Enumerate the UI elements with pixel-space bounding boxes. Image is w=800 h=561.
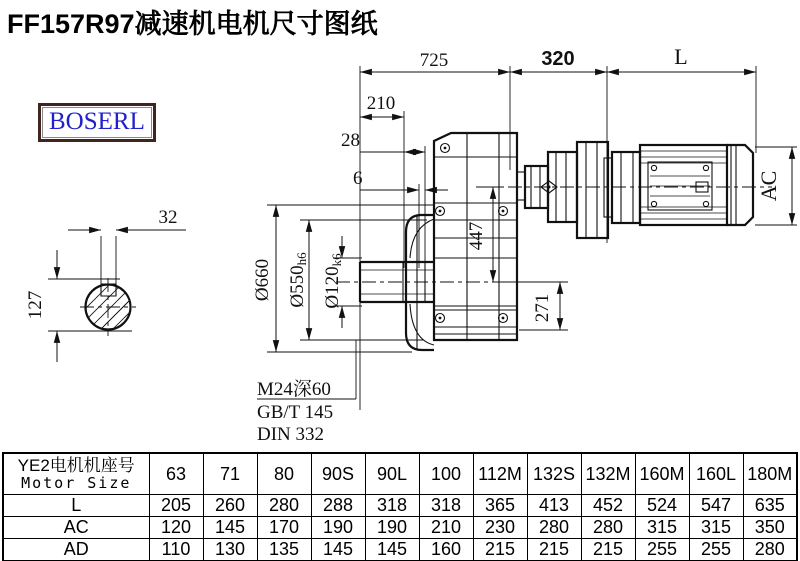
dim-dia660-label: Ø660 xyxy=(252,258,273,302)
col-header: 63 xyxy=(149,453,203,495)
cell: 280 xyxy=(743,539,797,561)
cell: 315 xyxy=(635,517,689,539)
col-header: 132M xyxy=(581,453,635,495)
dim-L-label: L xyxy=(674,44,688,69)
cell: 145 xyxy=(203,517,257,539)
page-title: FF157R97减速机电机尺寸图纸 xyxy=(7,9,378,39)
col-header: 160L xyxy=(689,453,743,495)
cell: 452 xyxy=(581,495,635,517)
motor-size-header-cell xyxy=(3,453,149,495)
table-header-row xyxy=(3,453,797,495)
col-header: 132S xyxy=(527,453,581,495)
brand-logo xyxy=(38,103,156,142)
cell: 255 xyxy=(635,539,689,561)
cell: 260 xyxy=(203,495,257,517)
cell: 205 xyxy=(149,495,203,517)
cell: 288 xyxy=(311,495,365,517)
cell: 635 xyxy=(743,495,797,517)
dim-dia550-label: Ø550h6 xyxy=(287,252,309,308)
cell: 230 xyxy=(473,517,527,539)
cell: 280 xyxy=(527,517,581,539)
cell: 318 xyxy=(419,495,473,517)
cell: 110 xyxy=(149,539,203,561)
col-header: 160M xyxy=(635,453,689,495)
brand-logo-text: BOSERL xyxy=(42,107,152,138)
cell: 135 xyxy=(257,539,311,561)
dim-447-label: 447 xyxy=(466,221,487,251)
cell: 210 xyxy=(419,517,473,539)
cell: 215 xyxy=(581,539,635,561)
dim-320-label: 320 xyxy=(541,48,575,70)
cell: 170 xyxy=(257,517,311,539)
col-header: 71 xyxy=(203,453,257,495)
cell: 190 xyxy=(365,517,419,539)
table-row-L xyxy=(3,495,797,517)
output-flange-bell xyxy=(406,215,434,350)
dim-210-label: 210 xyxy=(366,93,396,114)
cell: 160 xyxy=(419,539,473,561)
cell: 120 xyxy=(149,517,203,539)
cell: 255 xyxy=(689,539,743,561)
cell: 145 xyxy=(365,539,419,561)
note-thread: M24深60 xyxy=(257,379,331,400)
col-header: 90L xyxy=(365,453,419,495)
cell: 215 xyxy=(473,539,527,561)
header-cn: YE2电机机座号 xyxy=(17,456,135,475)
table-row-AC xyxy=(3,517,797,539)
col-header: 100 xyxy=(419,453,473,495)
cell: 315 xyxy=(689,517,743,539)
col-header: 112M xyxy=(473,453,527,495)
table-row-AD xyxy=(3,539,797,561)
row-label: AD xyxy=(3,539,149,561)
dim-6-label: 6 xyxy=(353,168,363,189)
cell: 280 xyxy=(257,495,311,517)
motor-size-table xyxy=(2,452,798,561)
cell: 413 xyxy=(527,495,581,517)
cell: 547 xyxy=(689,495,743,517)
input-adapter xyxy=(517,142,608,238)
cell: 350 xyxy=(743,517,797,539)
section-hatching xyxy=(35,274,156,347)
note-standard-din: DIN 332 xyxy=(257,424,325,445)
dim-271-label: 271 xyxy=(532,293,553,323)
cell: 190 xyxy=(311,517,365,539)
dim-127-label: 127 xyxy=(25,290,46,320)
motor-fins xyxy=(640,151,727,219)
thread-note xyxy=(257,340,356,445)
side-view-shaft-section xyxy=(35,274,156,347)
cell: 280 xyxy=(581,517,635,539)
col-header: 90S xyxy=(311,453,365,495)
dim-725-label: 725 xyxy=(419,50,449,71)
note-standard-gb: GB/T 145 xyxy=(257,402,334,423)
motor xyxy=(604,145,753,225)
col-header: 180M xyxy=(743,453,797,495)
cell: 318 xyxy=(365,495,419,517)
header-en: Motor Size xyxy=(21,474,132,492)
cell: 145 xyxy=(311,539,365,561)
dim-AC-label: AC xyxy=(756,170,781,202)
cell: 215 xyxy=(527,539,581,561)
row-label: AC xyxy=(3,517,149,539)
dimension-annotations xyxy=(25,44,797,410)
dim-dia120-label: Ø120k6 xyxy=(322,253,344,309)
dim-28-label: 28 xyxy=(341,130,360,151)
cell: 130 xyxy=(203,539,257,561)
col-header: 80 xyxy=(257,453,311,495)
row-label: L xyxy=(3,495,149,517)
cell: 524 xyxy=(635,495,689,517)
dim-32-label: 32 xyxy=(158,207,178,228)
cell: 365 xyxy=(473,495,527,517)
